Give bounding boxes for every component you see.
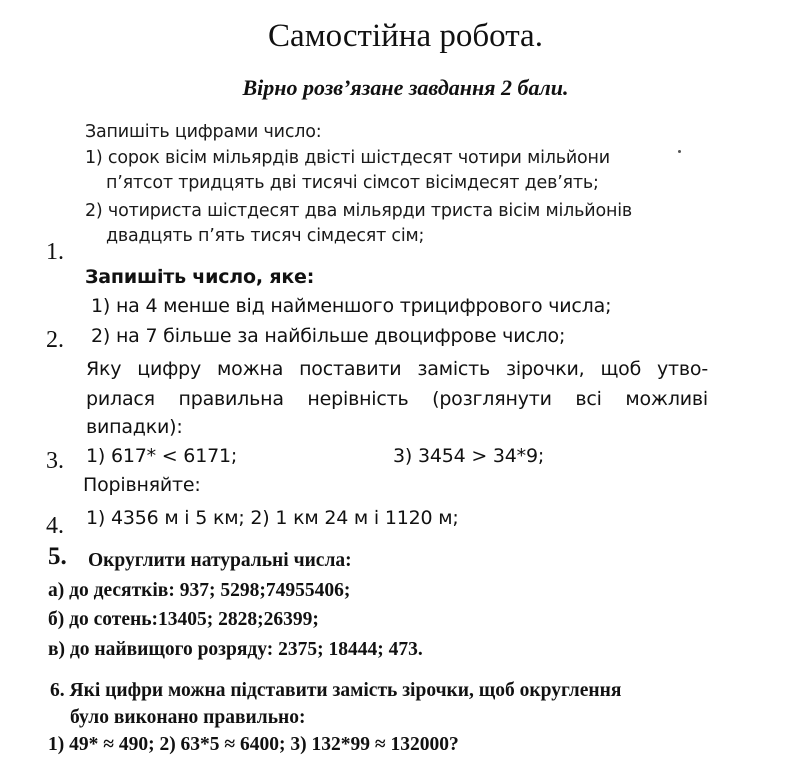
task-5-heading: Округлити натуральні числа: [88, 550, 352, 571]
task-1-line: п’ятсот тридцять дві тисячі сімсот вісімдесят дев’ять; [106, 173, 599, 193]
task-5-item: в) до найвищого розряду: 2375; 18444; 473. [48, 639, 423, 660]
page-subtitle: Вірно розв’язане завдання 2 бали. [242, 75, 569, 100]
task-1-line: двадцять п’ять тисяч сімдесят сім; [106, 226, 425, 246]
scan-speck [678, 150, 681, 153]
task-1-line: 1) сорок вісім мільярдів двісті шістдесят чотири мільйони [85, 148, 610, 168]
task-2-number: 2. [46, 327, 64, 353]
task-2-line: 2) на 7 більше за найбільше двоцифрове число; [91, 325, 566, 347]
task-4-line: Порівняйте: [83, 474, 201, 496]
task-4-number: 4. [46, 513, 64, 539]
task-6-line: було виконано правильно: [70, 707, 306, 728]
task-3-line: випадки): [86, 416, 183, 438]
task-3-case-3: 3) 3454 > 34*9; [393, 445, 545, 467]
task-3-line: рилася правильна нерівність (розглянути всі можливі [86, 388, 708, 410]
task-1-line: Запишіть цифрами число: [85, 122, 322, 142]
task-1-line: 2) чотириста шістдесят два мільярди триста вісім мільйонів [85, 201, 632, 221]
task-3-case-1: 1) 617* < 6171; [86, 445, 238, 467]
task-3-line: Яку цифру можна поставити замість зірочки, щоб утво- [86, 358, 708, 380]
task-4-line: 1) 4356 м і 5 км; 2) 1 км 24 м і 1120 м; [86, 507, 459, 529]
task-2-line: 1) на 4 менше від найменшого трицифрового числа; [91, 295, 612, 317]
task-5-item: а) до десятків: 937; 5298;74955406; [48, 580, 351, 601]
task-6-line: 6. Які цифри можна підставити замість зірочки, щоб округлення [50, 680, 622, 701]
task-3-number: 3. [46, 448, 64, 474]
task-5-item: б) до сотень:13405; 2828;26399; [48, 609, 319, 630]
task-2-line: Запишіть число, яке: [85, 266, 315, 288]
task-1-number: 1. [46, 239, 64, 265]
page-title: Самостійна робота. [268, 18, 543, 54]
task-5-number: 5. [48, 543, 67, 570]
task-6-line: 1) 49* ≈ 490; 2) 63*5 ≈ 6400; 3) 132*99 ≈ 132000? [48, 734, 459, 755]
